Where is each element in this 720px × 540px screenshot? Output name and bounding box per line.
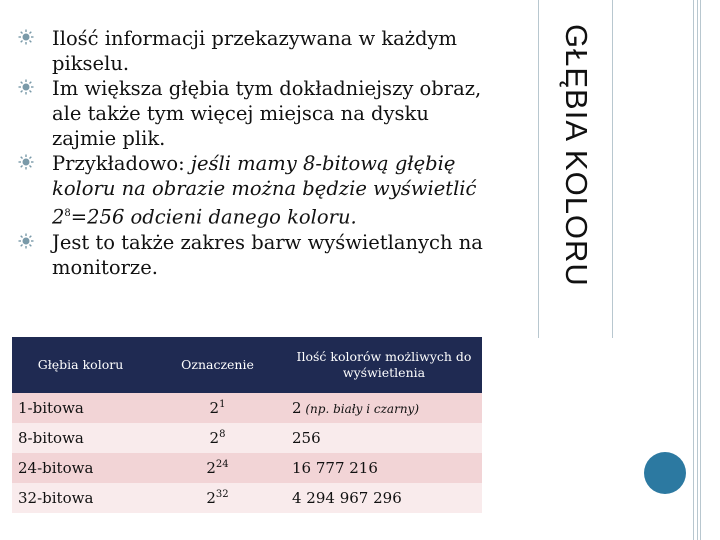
- bullet-italic-a: jeśli mamy 8-bitową głębię koloru na obrazie można będzie wyświetlić 2: [52, 152, 477, 229]
- power-base: 2: [209, 429, 220, 447]
- table-row: [12, 453, 482, 483]
- power-exponent: 32: [215, 489, 229, 500]
- table-cell: 24-bitowa: [18, 459, 94, 477]
- table-cell: 32-bitowa: [18, 489, 94, 507]
- bullet-text-3: [52, 151, 488, 230]
- table-cell: 8-bitowa: [18, 429, 84, 447]
- bullet-prefix: Przykładowo:: [52, 152, 191, 175]
- table-cell: [286, 453, 482, 483]
- color-count: 2: [292, 399, 302, 417]
- bullet-item-3: [18, 151, 488, 230]
- bullet-list: [18, 26, 488, 280]
- table-header-cell: Głębia koloru: [37, 357, 124, 372]
- color-count: 256: [292, 429, 321, 447]
- divider-line: [612, 0, 613, 338]
- table-cell: [286, 423, 482, 453]
- bullet-superscript: 8: [64, 208, 71, 219]
- power-exponent: 24: [215, 459, 229, 470]
- decorative-circle: [644, 452, 686, 494]
- bullet-item-2: [18, 76, 488, 151]
- table-cell: [286, 483, 482, 513]
- power-base: 2: [206, 489, 216, 507]
- bullet-text-2: Im większa głębia tym dokładniejszy obraz, ale także tym więcej miejsca na dysku zajmie plik.: [52, 77, 482, 150]
- power-exponent: 8: [219, 429, 226, 440]
- bullet-item-4: [18, 230, 488, 280]
- table-row: [12, 393, 482, 423]
- table-header-cell: Ilość kolorów możliwych do wyświetlenia: [296, 349, 472, 380]
- color-count: 16 777 216: [292, 459, 378, 477]
- divider-line: [693, 0, 694, 540]
- bullet-italic-b: =256 odcieni danego koloru.: [70, 205, 357, 229]
- color-count: 4 294 967 296: [292, 489, 402, 507]
- sun-bullet-icon: [18, 154, 34, 170]
- bullet-text-4: Jest to także zakres barw wyświetlanych na monitorze.: [52, 230, 483, 279]
- sun-bullet-icon: [18, 79, 34, 95]
- divider-line: [700, 0, 701, 540]
- table-cell: [149, 393, 286, 423]
- table-row: [12, 483, 482, 513]
- table-cell: [149, 423, 286, 453]
- color-depth-table: [12, 337, 482, 513]
- bullet-item-1: [18, 26, 488, 76]
- table-cell: [286, 393, 482, 423]
- power-exponent: 1: [219, 399, 226, 410]
- table-row: [12, 423, 482, 453]
- sun-bullet-icon: [18, 233, 34, 249]
- power-base: 2: [209, 399, 220, 417]
- table-header-row: [12, 337, 482, 393]
- sun-bullet-icon: [18, 29, 34, 45]
- side-title: GŁĘBIA KOLORU: [559, 24, 594, 287]
- table-cell: 1-bitowa: [18, 399, 84, 417]
- divider-line: [697, 0, 698, 540]
- table-cell: [149, 453, 286, 483]
- divider-line: [538, 0, 539, 338]
- table-cell: [149, 483, 286, 513]
- color-note: (np. biały i czarny): [301, 402, 420, 416]
- power-base: 2: [206, 459, 216, 477]
- bullet-text-1: Ilość informacji przekazywana w każdym pikselu.: [52, 27, 458, 75]
- table-header-cell: Oznaczenie: [181, 357, 254, 372]
